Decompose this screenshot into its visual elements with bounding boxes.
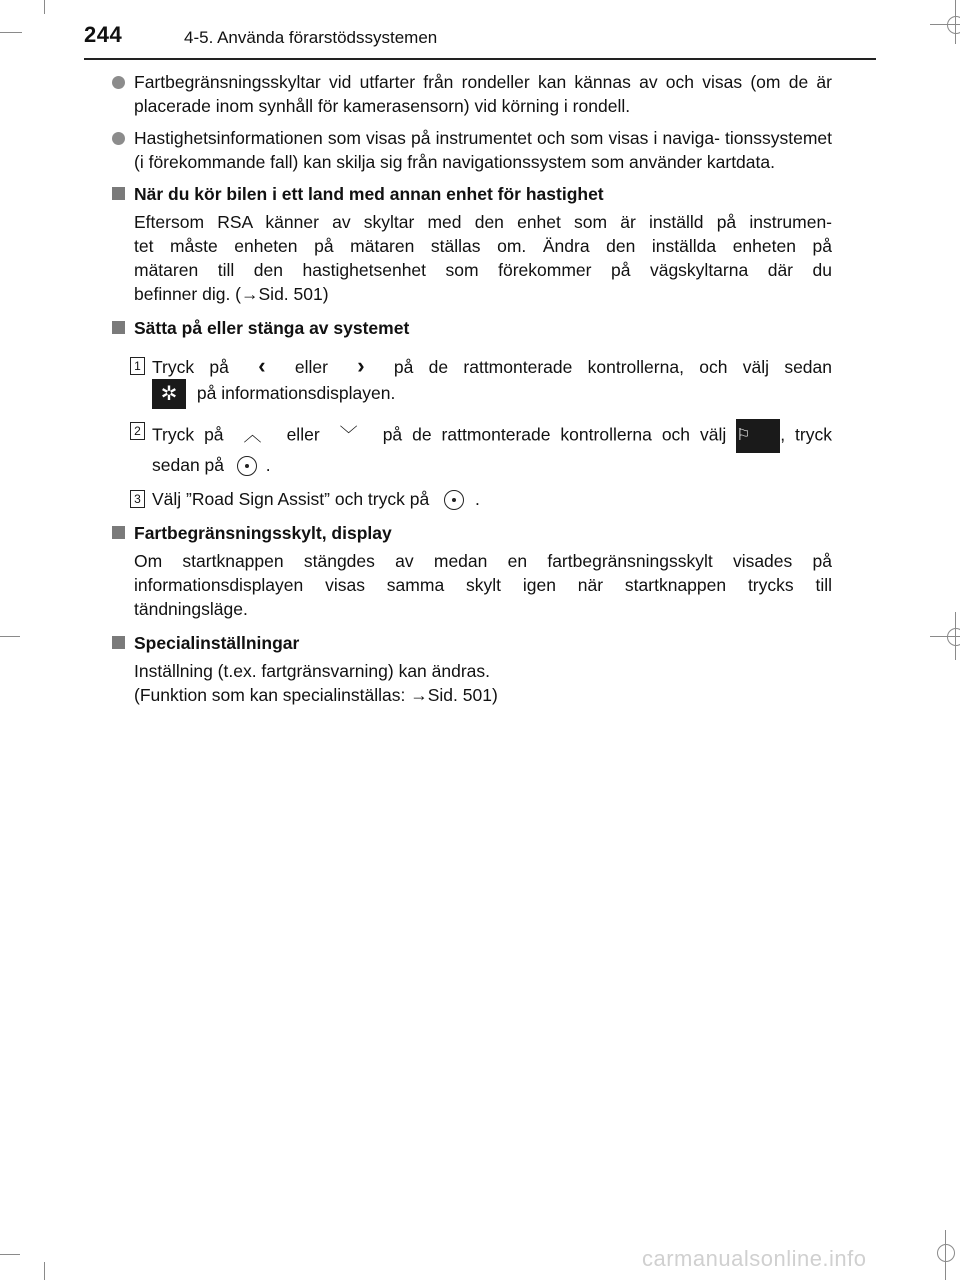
section-heading-unit: När du kör bilen i ett land med annan enhet för hastighet: [112, 182, 832, 206]
step-number: 3: [130, 490, 145, 508]
settings-gear-icon: ✲: [152, 379, 186, 409]
bullet-text: Hastighetsinformationen som visas på instrumentet och som visas i naviga- tionssystemet (i förekommande fall) kan skilja sig från navigationssystem som använder kartdata.: [134, 128, 832, 172]
section-square-icon: [112, 321, 125, 334]
bullet-dot-icon: [112, 76, 125, 89]
step-number: 1: [130, 357, 145, 375]
section-heading-custom: Specialinställningar: [112, 631, 832, 655]
section-paragraph-display: [112, 549, 832, 621]
paragraph-line: Inställning (t.ex. fartgränsvarning) kan ändras.: [134, 661, 491, 681]
section-square-icon: [112, 526, 125, 539]
step-line: Välj ”Road Sign Assist” och tryck på .: [152, 489, 480, 509]
bullet-text: Fartbegränsningsskyltar vid utfarter från rondeller kan kännas av och visas (om de är placerade inom synhåll för kamerasensorn) vid körning i rondell.: [134, 72, 832, 116]
section-heading-display: Fartbegränsningsskylt, display: [112, 521, 832, 545]
paragraph-line: befinner dig. (→Sid. 501): [134, 284, 329, 304]
paragraph-line: mätaren till den hastighetsenhet som förekommer på vägskyltarna där du: [134, 260, 832, 280]
step-line: Tryck på ︿ eller ﹀ på de rattmonterade kontrollerna och välj ⚐ , tryck: [152, 419, 832, 453]
step-line: sedan på .: [152, 455, 271, 475]
step-number: 2: [130, 422, 145, 440]
section-paragraph-unit: [112, 210, 832, 306]
bullet-dot-icon: [112, 132, 125, 145]
bullet-item: [112, 70, 832, 118]
road-sign-assist-icon: ⚐: [736, 419, 780, 453]
header-rule: [84, 58, 876, 60]
section-square-icon: [112, 187, 125, 200]
paragraph-line: Om startknappen stängdes av medan en fartbegränsningsskylt visades på: [134, 551, 832, 571]
ok-button-icon: [444, 490, 464, 510]
chevron-right-icon: ›: [357, 353, 365, 378]
step-1: [112, 354, 832, 409]
chevron-up-icon: ︿: [243, 424, 267, 445]
page-number: 244: [84, 22, 123, 47]
chapter-title: 4-5. Använda förarstödssystemen: [184, 28, 438, 47]
section-square-icon: [112, 636, 125, 649]
chevron-down-icon: ﹀: [339, 424, 363, 445]
ok-button-icon: [237, 456, 257, 476]
step-line: Tryck på ‹ eller › på de rattmonterade kontrollerna, och välj sedan: [152, 353, 832, 378]
page-content: [112, 70, 832, 717]
paragraph-line: Eftersom RSA känner av skyltar med den enhet som är inställd på instrumen-: [134, 212, 832, 232]
step-line: ✲ på informationsdisplayen.: [152, 383, 395, 403]
paragraph-line: informationsdisplayen visas samma skylt igen när startknappen trycks till: [134, 575, 832, 595]
paragraph-line: tändningsläge.: [134, 599, 248, 619]
watermark: carmanualsonline.info: [642, 1246, 867, 1271]
chevron-left-icon: ‹: [258, 353, 266, 378]
bullet-item: [112, 126, 832, 174]
step-3: [112, 487, 832, 511]
section-paragraph-custom: [112, 659, 832, 707]
paragraph-line: (Funktion som kan specialinställas: →Sid. 501): [134, 685, 498, 705]
paragraph-line: tet måste enheten på mätaren ställas om. Ändra den inställda enheten på: [134, 236, 832, 256]
step-2: [112, 419, 832, 477]
section-heading-onoff: Sätta på eller stänga av systemet: [112, 316, 832, 340]
